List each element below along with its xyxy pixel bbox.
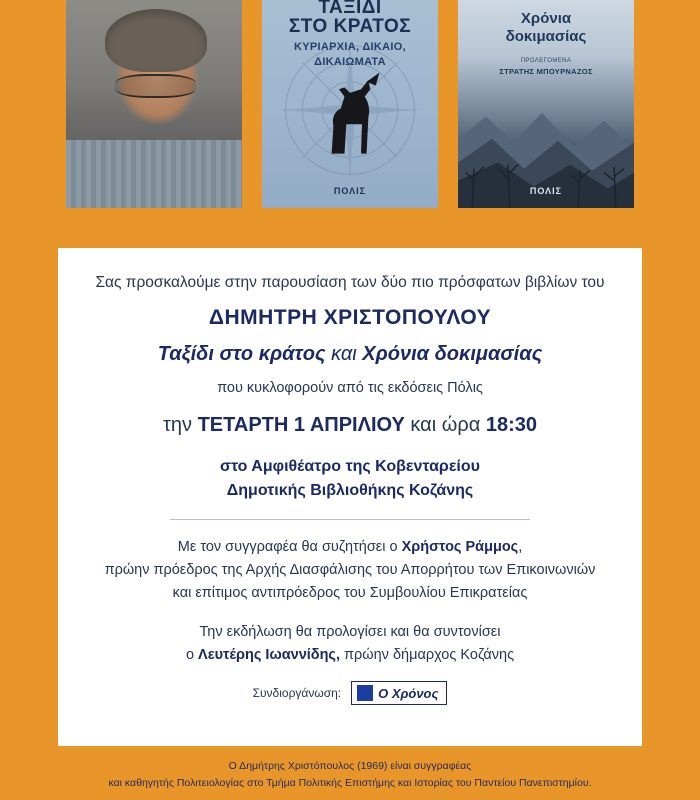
book1-publisher: ΠΟΛΙΣ bbox=[333, 186, 367, 196]
book2-title bbox=[458, 10, 634, 46]
discussant-prefix: Με τον συγγραφέα θα συζητήσει ο bbox=[177, 539, 402, 555]
date-prefix: την bbox=[163, 414, 198, 436]
portrait-hair bbox=[105, 9, 207, 73]
book1-title-line2: ΣΤΟ ΚΡΑΤΟΣ bbox=[288, 16, 412, 37]
invitation-panel bbox=[58, 248, 642, 746]
book1-title-line1: ΤΑΞΙΔΙ bbox=[318, 0, 382, 18]
portrait-image bbox=[66, 0, 242, 208]
book1-subtitle-line2: ΔΙΚΑΙΩΜΑΤΑ bbox=[314, 56, 386, 68]
host-line-2 bbox=[88, 644, 612, 667]
portrait-shirt bbox=[66, 140, 242, 208]
book2-publisher: ΠΟΛΙΣ bbox=[529, 186, 563, 196]
author-bio-footer bbox=[0, 758, 700, 792]
co-organizer-logo bbox=[351, 681, 447, 705]
discussant-line-3: και επίτιμος αντιπρόεδρος του Συμβουλίου Επικρατείας bbox=[172, 585, 528, 601]
book-cover-taxidi-sto-kratos bbox=[262, 0, 438, 208]
co-organizer-logo-text: Ο Χρόνος bbox=[378, 685, 439, 701]
event-time: 18:30 bbox=[485, 414, 537, 436]
host-name: Λευτέρης Ιωαννίδης, bbox=[198, 647, 341, 663]
bio-line-2: και καθηγητής Πολιτειολογίας στο Τμήμα Πολιτικής Επιστήμης και Ιστορίας του Παντείου Πανεπιστημίου. bbox=[108, 777, 592, 789]
divider-top bbox=[170, 519, 530, 520]
author-photo bbox=[66, 0, 242, 208]
book-cover-chronia-dokimasias bbox=[458, 0, 634, 208]
publisher-line: που κυκλοφορούν από τις εκδόσεις Πόλις bbox=[217, 380, 483, 396]
book-title-2-text: Χρόνια δοκιμασίας bbox=[362, 343, 543, 365]
book1-subtitle bbox=[262, 40, 438, 70]
portrait-glasses-icon bbox=[115, 74, 196, 97]
host-prefix: ο bbox=[185, 647, 199, 663]
discussant-line-1 bbox=[88, 536, 612, 559]
cover-images-strip bbox=[0, 0, 700, 214]
time-prefix: και ώρα bbox=[404, 414, 486, 436]
bio-line-1: Ο Δημήτρης Χριστόπουλος (1969) είναι συγγραφέας bbox=[228, 760, 472, 772]
logo-square-icon bbox=[357, 685, 373, 701]
conjunction-text: και bbox=[325, 343, 363, 365]
co-organizer-block bbox=[88, 681, 612, 705]
book1-subtitle-line1: ΚΥΡΙΑΡΧΙΑ, ΔΙΚΑΙΟ, bbox=[294, 41, 406, 53]
host-suffix: πρώην δήμαρχος Κοζάνης bbox=[340, 647, 515, 663]
book2-preface-label: ΠΡΟΛΕΓΟΜΕΝΑ bbox=[520, 58, 572, 64]
book-title-1-text: Ταξίδι στο κράτος bbox=[157, 343, 326, 365]
author-name: ΔΗΜΗΤΡΗ ΧΡΙΣΤΟΠΟΥΛΟΥ bbox=[208, 306, 492, 329]
co-organizer-label: Συνδιοργάνωση: bbox=[252, 686, 342, 700]
discussant-name: Χρήστος Ράμμος bbox=[401, 539, 519, 555]
event-venue bbox=[88, 455, 612, 503]
book-titles-line bbox=[88, 343, 612, 366]
event-date: ΤΕΤΑΡΤΗ 1 ΑΠΡΙΛΙΟΥ bbox=[197, 414, 405, 436]
discussant-line-2: πρώην πρόεδρος της Αρχής Διασφάλισης του Απορρήτου των Επικοινωνιών bbox=[104, 562, 596, 578]
invitation-text: Σας προσκαλούμε στην παρουσίαση των δύο πιο πρόσφατων βιβλίων του bbox=[95, 274, 605, 291]
host-block bbox=[88, 621, 612, 667]
book2-preface-author: ΣΤΡΑΤΗΣ ΜΠΟΥΡΝΑΖΟΣ bbox=[499, 67, 593, 76]
book1-title bbox=[262, 0, 438, 36]
event-datetime-line bbox=[88, 414, 612, 437]
venue-line-2: Δημοτικής Βιβλιοθήκης Κοζάνης bbox=[226, 482, 474, 499]
host-line-1: Την εκδήλωση θα προλογίσει και θα συντονίσει bbox=[199, 624, 501, 640]
venue-line-1: στο Αμφιθέατρο της Κοβενταρείου bbox=[220, 458, 480, 475]
discussant-suffix: , bbox=[518, 539, 523, 555]
book2-title-line2: δοκιμασίας bbox=[505, 28, 587, 45]
book2-title-line1: Χρόνια bbox=[520, 10, 572, 27]
horse-silhouette-icon bbox=[304, 69, 396, 161]
discussant-block bbox=[88, 536, 612, 605]
